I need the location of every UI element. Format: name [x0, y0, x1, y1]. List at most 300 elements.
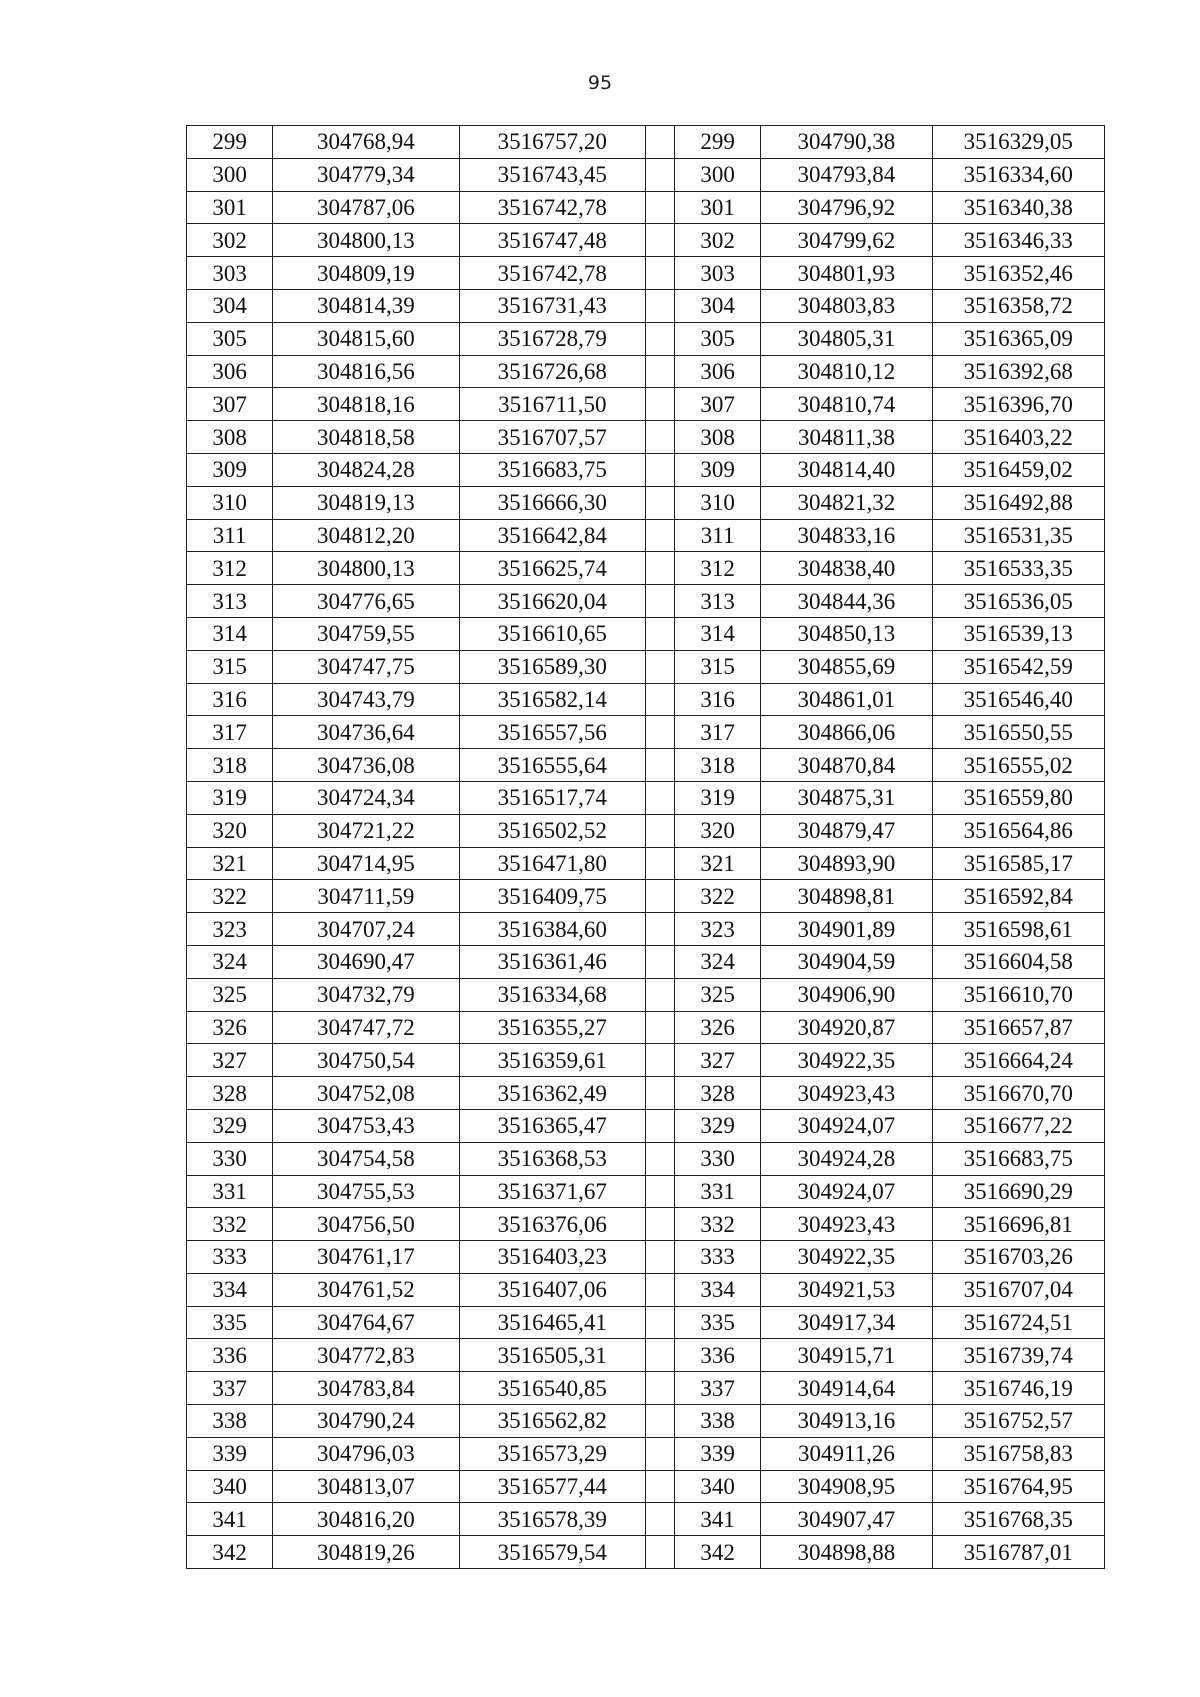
right-point-number: 339 — [675, 1437, 761, 1470]
table-row — [187, 847, 1105, 880]
left-x-coordinate: 304754,58 — [273, 1142, 459, 1175]
separator-cell — [645, 716, 674, 749]
right-y-coordinate: 3516396,70 — [932, 388, 1104, 421]
right-point-number: 315 — [675, 650, 761, 683]
left-y-coordinate: 3516589,30 — [459, 650, 645, 683]
right-y-coordinate: 3516546,40 — [932, 683, 1104, 716]
left-x-coordinate: 304813,07 — [273, 1470, 459, 1503]
right-y-coordinate: 3516677,22 — [932, 1109, 1104, 1142]
left-x-coordinate: 304818,58 — [273, 421, 459, 454]
left-x-coordinate: 304755,53 — [273, 1175, 459, 1208]
separator-cell — [645, 355, 674, 388]
separator-cell — [645, 486, 674, 519]
left-x-coordinate: 304790,24 — [273, 1405, 459, 1438]
left-x-coordinate: 304783,84 — [273, 1372, 459, 1405]
right-y-coordinate: 3516707,04 — [932, 1273, 1104, 1306]
right-point-number: 309 — [675, 453, 761, 486]
left-y-coordinate: 3516747,48 — [459, 224, 645, 257]
right-point-number: 308 — [675, 421, 761, 454]
left-point-number: 337 — [187, 1372, 273, 1405]
right-x-coordinate: 304861,01 — [761, 683, 932, 716]
left-x-coordinate: 304818,16 — [273, 388, 459, 421]
right-point-number: 331 — [675, 1175, 761, 1208]
left-point-number: 306 — [187, 355, 273, 388]
left-point-number: 316 — [187, 683, 273, 716]
left-point-number: 340 — [187, 1470, 273, 1503]
table-row — [187, 388, 1105, 421]
left-point-number: 320 — [187, 814, 273, 847]
right-y-coordinate: 3516690,29 — [932, 1175, 1104, 1208]
left-point-number: 338 — [187, 1405, 273, 1438]
table-row — [187, 716, 1105, 749]
right-y-coordinate: 3516598,61 — [932, 913, 1104, 946]
right-point-number: 303 — [675, 257, 761, 290]
left-x-coordinate: 304819,26 — [273, 1536, 459, 1569]
left-x-coordinate: 304707,24 — [273, 913, 459, 946]
left-point-number: 327 — [187, 1044, 273, 1077]
left-point-number: 309 — [187, 453, 273, 486]
right-y-coordinate: 3516334,60 — [932, 158, 1104, 191]
right-y-coordinate: 3516555,02 — [932, 749, 1104, 782]
left-y-coordinate: 3516557,56 — [459, 716, 645, 749]
left-x-coordinate: 304787,06 — [273, 191, 459, 224]
right-x-coordinate: 304855,69 — [761, 650, 932, 683]
left-y-coordinate: 3516579,54 — [459, 1536, 645, 1569]
separator-cell — [645, 388, 674, 421]
right-x-coordinate: 304923,43 — [761, 1077, 932, 1110]
right-point-number: 299 — [675, 126, 761, 159]
right-point-number: 311 — [675, 519, 761, 552]
right-y-coordinate: 3516604,58 — [932, 945, 1104, 978]
left-y-coordinate: 3516409,75 — [459, 880, 645, 913]
separator-cell — [645, 191, 674, 224]
table-row — [187, 1470, 1105, 1503]
right-point-number: 338 — [675, 1405, 761, 1438]
separator-cell — [645, 1109, 674, 1142]
left-y-coordinate: 3516517,74 — [459, 781, 645, 814]
right-x-coordinate: 304811,38 — [761, 421, 932, 454]
right-point-number: 307 — [675, 388, 761, 421]
left-point-number: 307 — [187, 388, 273, 421]
right-y-coordinate: 3516559,80 — [932, 781, 1104, 814]
left-y-coordinate: 3516384,60 — [459, 913, 645, 946]
table-row — [187, 814, 1105, 847]
table-row — [187, 1011, 1105, 1044]
left-point-number: 325 — [187, 978, 273, 1011]
left-point-number: 315 — [187, 650, 273, 683]
left-point-number: 330 — [187, 1142, 273, 1175]
right-y-coordinate: 3516585,17 — [932, 847, 1104, 880]
left-point-number: 328 — [187, 1077, 273, 1110]
right-y-coordinate: 3516352,46 — [932, 257, 1104, 290]
right-point-number: 326 — [675, 1011, 761, 1044]
right-y-coordinate: 3516752,57 — [932, 1405, 1104, 1438]
separator-cell — [645, 978, 674, 1011]
separator-cell — [645, 1044, 674, 1077]
separator-cell — [645, 913, 674, 946]
separator-cell — [645, 1077, 674, 1110]
table-row — [187, 880, 1105, 913]
left-x-coordinate: 304776,65 — [273, 585, 459, 618]
left-x-coordinate: 304814,39 — [273, 289, 459, 322]
right-y-coordinate: 3516358,72 — [932, 289, 1104, 322]
right-y-coordinate: 3516365,09 — [932, 322, 1104, 355]
right-y-coordinate: 3516724,51 — [932, 1306, 1104, 1339]
right-point-number: 321 — [675, 847, 761, 880]
separator-cell — [645, 847, 674, 880]
right-x-coordinate: 304866,06 — [761, 716, 932, 749]
coordinates-table-body — [187, 126, 1105, 1569]
left-point-number: 329 — [187, 1109, 273, 1142]
table-row — [187, 1077, 1105, 1110]
left-point-number: 300 — [187, 158, 273, 191]
left-y-coordinate: 3516376,06 — [459, 1208, 645, 1241]
left-x-coordinate: 304816,20 — [273, 1503, 459, 1536]
left-point-number: 326 — [187, 1011, 273, 1044]
left-x-coordinate: 304761,52 — [273, 1273, 459, 1306]
right-point-number: 333 — [675, 1241, 761, 1274]
separator-cell — [645, 1208, 674, 1241]
separator-cell — [645, 650, 674, 683]
left-x-coordinate: 304714,95 — [273, 847, 459, 880]
right-y-coordinate: 3516657,87 — [932, 1011, 1104, 1044]
table-row — [187, 1044, 1105, 1077]
right-x-coordinate: 304814,40 — [761, 453, 932, 486]
separator-cell — [645, 519, 674, 552]
table-row — [187, 453, 1105, 486]
left-x-coordinate: 304819,13 — [273, 486, 459, 519]
left-x-coordinate: 304761,17 — [273, 1241, 459, 1274]
right-y-coordinate: 3516739,74 — [932, 1339, 1104, 1372]
left-point-number: 314 — [187, 617, 273, 650]
right-point-number: 302 — [675, 224, 761, 257]
left-x-coordinate: 304752,08 — [273, 1077, 459, 1110]
table-row — [187, 585, 1105, 618]
right-y-coordinate: 3516683,75 — [932, 1142, 1104, 1175]
right-y-coordinate: 3516758,83 — [932, 1437, 1104, 1470]
table-row — [187, 1175, 1105, 1208]
left-point-number: 304 — [187, 289, 273, 322]
separator-cell — [645, 1306, 674, 1339]
separator-cell — [645, 617, 674, 650]
right-y-coordinate: 3516459,02 — [932, 453, 1104, 486]
separator-cell — [645, 224, 674, 257]
left-y-coordinate: 3516562,82 — [459, 1405, 645, 1438]
left-point-number: 335 — [187, 1306, 273, 1339]
table-row — [187, 749, 1105, 782]
right-point-number: 310 — [675, 486, 761, 519]
left-point-number: 303 — [187, 257, 273, 290]
right-y-coordinate: 3516542,59 — [932, 650, 1104, 683]
separator-cell — [645, 1437, 674, 1470]
separator-cell — [645, 880, 674, 913]
right-x-coordinate: 304879,47 — [761, 814, 932, 847]
left-y-coordinate: 3516620,04 — [459, 585, 645, 618]
right-y-coordinate: 3516764,95 — [932, 1470, 1104, 1503]
right-x-coordinate: 304875,31 — [761, 781, 932, 814]
separator-cell — [645, 1011, 674, 1044]
left-x-coordinate: 304747,72 — [273, 1011, 459, 1044]
table-row — [187, 1241, 1105, 1274]
coordinates-table — [186, 125, 1105, 1569]
right-y-coordinate: 3516531,35 — [932, 519, 1104, 552]
table-row — [187, 1208, 1105, 1241]
left-point-number: 336 — [187, 1339, 273, 1372]
right-y-coordinate: 3516329,05 — [932, 126, 1104, 159]
left-y-coordinate: 3516361,46 — [459, 945, 645, 978]
left-point-number: 322 — [187, 880, 273, 913]
right-x-coordinate: 304924,07 — [761, 1175, 932, 1208]
left-point-number: 339 — [187, 1437, 273, 1470]
left-point-number: 332 — [187, 1208, 273, 1241]
right-x-coordinate: 304922,35 — [761, 1044, 932, 1077]
table-row — [187, 1306, 1105, 1339]
separator-cell — [645, 1372, 674, 1405]
right-x-coordinate: 304911,26 — [761, 1437, 932, 1470]
right-y-coordinate: 3516392,68 — [932, 355, 1104, 388]
left-y-coordinate: 3516642,84 — [459, 519, 645, 552]
right-point-number: 327 — [675, 1044, 761, 1077]
right-y-coordinate: 3516664,24 — [932, 1044, 1104, 1077]
right-y-coordinate: 3516670,70 — [932, 1077, 1104, 1110]
separator-cell — [645, 945, 674, 978]
separator-cell — [645, 683, 674, 716]
right-x-coordinate: 304908,95 — [761, 1470, 932, 1503]
right-point-number: 312 — [675, 552, 761, 585]
table-row — [187, 1405, 1105, 1438]
table-row — [187, 1142, 1105, 1175]
left-y-coordinate: 3516407,06 — [459, 1273, 645, 1306]
separator-cell — [645, 552, 674, 585]
right-point-number: 340 — [675, 1470, 761, 1503]
left-x-coordinate: 304812,20 — [273, 519, 459, 552]
left-y-coordinate: 3516742,78 — [459, 257, 645, 290]
left-x-coordinate: 304816,56 — [273, 355, 459, 388]
right-x-coordinate: 304805,31 — [761, 322, 932, 355]
separator-cell — [645, 781, 674, 814]
left-y-coordinate: 3516465,41 — [459, 1306, 645, 1339]
left-y-coordinate: 3516610,65 — [459, 617, 645, 650]
right-x-coordinate: 304917,34 — [761, 1306, 932, 1339]
right-x-coordinate: 304923,43 — [761, 1208, 932, 1241]
left-x-coordinate: 304809,19 — [273, 257, 459, 290]
separator-cell — [645, 814, 674, 847]
left-y-coordinate: 3516540,85 — [459, 1372, 645, 1405]
left-point-number: 319 — [187, 781, 273, 814]
left-point-number: 334 — [187, 1273, 273, 1306]
right-point-number: 318 — [675, 749, 761, 782]
left-y-coordinate: 3516368,53 — [459, 1142, 645, 1175]
right-point-number: 336 — [675, 1339, 761, 1372]
right-point-number: 300 — [675, 158, 761, 191]
table-row — [187, 978, 1105, 1011]
separator-cell — [645, 1470, 674, 1503]
left-x-coordinate: 304779,34 — [273, 158, 459, 191]
table-row — [187, 486, 1105, 519]
table-row — [187, 421, 1105, 454]
right-point-number: 334 — [675, 1273, 761, 1306]
left-y-coordinate: 3516582,14 — [459, 683, 645, 716]
right-point-number: 337 — [675, 1372, 761, 1405]
left-point-number: 324 — [187, 945, 273, 978]
left-point-number: 305 — [187, 322, 273, 355]
right-x-coordinate: 304793,84 — [761, 158, 932, 191]
right-x-coordinate: 304870,84 — [761, 749, 932, 782]
right-x-coordinate: 304833,16 — [761, 519, 932, 552]
left-x-coordinate: 304743,79 — [273, 683, 459, 716]
right-point-number: 328 — [675, 1077, 761, 1110]
separator-cell — [645, 1241, 674, 1274]
right-x-coordinate: 304790,38 — [761, 126, 932, 159]
left-x-coordinate: 304768,94 — [273, 126, 459, 159]
left-point-number: 318 — [187, 749, 273, 782]
right-point-number: 325 — [675, 978, 761, 1011]
right-point-number: 304 — [675, 289, 761, 322]
table-row — [187, 683, 1105, 716]
left-x-coordinate: 304824,28 — [273, 453, 459, 486]
right-x-coordinate: 304920,87 — [761, 1011, 932, 1044]
separator-cell — [645, 257, 674, 290]
separator-cell — [645, 1405, 674, 1438]
right-y-coordinate: 3516592,84 — [932, 880, 1104, 913]
left-point-number: 310 — [187, 486, 273, 519]
left-x-coordinate: 304721,22 — [273, 814, 459, 847]
left-point-number: 299 — [187, 126, 273, 159]
left-y-coordinate: 3516471,80 — [459, 847, 645, 880]
page-number: 95 — [587, 72, 613, 94]
left-y-coordinate: 3516555,64 — [459, 749, 645, 782]
table-row — [187, 158, 1105, 191]
separator-cell — [645, 1339, 674, 1372]
right-y-coordinate: 3516696,81 — [932, 1208, 1104, 1241]
left-point-number: 342 — [187, 1536, 273, 1569]
right-y-coordinate: 3516539,13 — [932, 617, 1104, 650]
table-row — [187, 617, 1105, 650]
left-y-coordinate: 3516573,29 — [459, 1437, 645, 1470]
right-x-coordinate: 304893,90 — [761, 847, 932, 880]
right-point-number: 319 — [675, 781, 761, 814]
right-x-coordinate: 304921,53 — [761, 1273, 932, 1306]
right-point-number: 301 — [675, 191, 761, 224]
left-x-coordinate: 304764,67 — [273, 1306, 459, 1339]
left-x-coordinate: 304800,13 — [273, 552, 459, 585]
separator-cell — [645, 421, 674, 454]
right-x-coordinate: 304914,64 — [761, 1372, 932, 1405]
left-y-coordinate: 3516502,52 — [459, 814, 645, 847]
left-y-coordinate: 3516726,68 — [459, 355, 645, 388]
left-x-coordinate: 304815,60 — [273, 322, 459, 355]
table-row — [187, 1109, 1105, 1142]
left-x-coordinate: 304800,13 — [273, 224, 459, 257]
table-row — [187, 1273, 1105, 1306]
table-row — [187, 224, 1105, 257]
right-y-coordinate: 3516346,33 — [932, 224, 1104, 257]
left-y-coordinate: 3516371,67 — [459, 1175, 645, 1208]
left-y-coordinate: 3516743,45 — [459, 158, 645, 191]
left-y-coordinate: 3516359,61 — [459, 1044, 645, 1077]
left-y-coordinate: 3516365,47 — [459, 1109, 645, 1142]
right-point-number: 322 — [675, 880, 761, 913]
separator-cell — [645, 453, 674, 486]
left-y-coordinate: 3516577,44 — [459, 1470, 645, 1503]
right-point-number: 332 — [675, 1208, 761, 1241]
separator-cell — [645, 1273, 674, 1306]
left-y-coordinate: 3516403,23 — [459, 1241, 645, 1274]
right-point-number: 314 — [675, 617, 761, 650]
table-row — [187, 1437, 1105, 1470]
left-point-number: 341 — [187, 1503, 273, 1536]
left-point-number: 308 — [187, 421, 273, 454]
left-y-coordinate: 3516707,57 — [459, 421, 645, 454]
left-x-coordinate: 304732,79 — [273, 978, 459, 1011]
left-y-coordinate: 3516362,49 — [459, 1077, 645, 1110]
left-point-number: 323 — [187, 913, 273, 946]
right-x-coordinate: 304907,47 — [761, 1503, 932, 1536]
table-row — [187, 781, 1105, 814]
left-x-coordinate: 304690,47 — [273, 945, 459, 978]
left-y-coordinate: 3516711,50 — [459, 388, 645, 421]
left-point-number: 301 — [187, 191, 273, 224]
table-row — [187, 1372, 1105, 1405]
right-x-coordinate: 304810,74 — [761, 388, 932, 421]
separator-cell — [645, 1175, 674, 1208]
separator-cell — [645, 1536, 674, 1569]
right-y-coordinate: 3516768,35 — [932, 1503, 1104, 1536]
right-x-coordinate: 304901,89 — [761, 913, 932, 946]
right-point-number: 313 — [675, 585, 761, 618]
right-y-coordinate: 3516703,26 — [932, 1241, 1104, 1274]
table-row — [187, 257, 1105, 290]
right-y-coordinate: 3516403,22 — [932, 421, 1104, 454]
right-point-number: 306 — [675, 355, 761, 388]
table-row — [187, 913, 1105, 946]
right-x-coordinate: 304850,13 — [761, 617, 932, 650]
table-row — [187, 355, 1105, 388]
left-y-coordinate: 3516625,74 — [459, 552, 645, 585]
left-x-coordinate: 304711,59 — [273, 880, 459, 913]
right-point-number: 335 — [675, 1306, 761, 1339]
right-x-coordinate: 304838,40 — [761, 552, 932, 585]
right-x-coordinate: 304915,71 — [761, 1339, 932, 1372]
right-y-coordinate: 3516746,19 — [932, 1372, 1104, 1405]
right-point-number: 323 — [675, 913, 761, 946]
right-y-coordinate: 3516550,55 — [932, 716, 1104, 749]
left-x-coordinate: 304750,54 — [273, 1044, 459, 1077]
separator-cell — [645, 585, 674, 618]
left-y-coordinate: 3516505,31 — [459, 1339, 645, 1372]
right-y-coordinate: 3516492,88 — [932, 486, 1104, 519]
left-y-coordinate: 3516742,78 — [459, 191, 645, 224]
separator-cell — [645, 322, 674, 355]
left-x-coordinate: 304756,50 — [273, 1208, 459, 1241]
right-x-coordinate: 304799,62 — [761, 224, 932, 257]
right-x-coordinate: 304821,32 — [761, 486, 932, 519]
right-y-coordinate: 3516340,38 — [932, 191, 1104, 224]
table-row — [187, 1339, 1105, 1372]
left-x-coordinate: 304759,55 — [273, 617, 459, 650]
separator-cell — [645, 126, 674, 159]
right-y-coordinate: 3516787,01 — [932, 1536, 1104, 1569]
left-x-coordinate: 304736,08 — [273, 749, 459, 782]
left-x-coordinate: 304796,03 — [273, 1437, 459, 1470]
right-x-coordinate: 304922,35 — [761, 1241, 932, 1274]
right-y-coordinate: 3516610,70 — [932, 978, 1104, 1011]
left-y-coordinate: 3516757,20 — [459, 126, 645, 159]
right-x-coordinate: 304913,16 — [761, 1405, 932, 1438]
right-point-number: 342 — [675, 1536, 761, 1569]
left-point-number: 313 — [187, 585, 273, 618]
right-point-number: 330 — [675, 1142, 761, 1175]
